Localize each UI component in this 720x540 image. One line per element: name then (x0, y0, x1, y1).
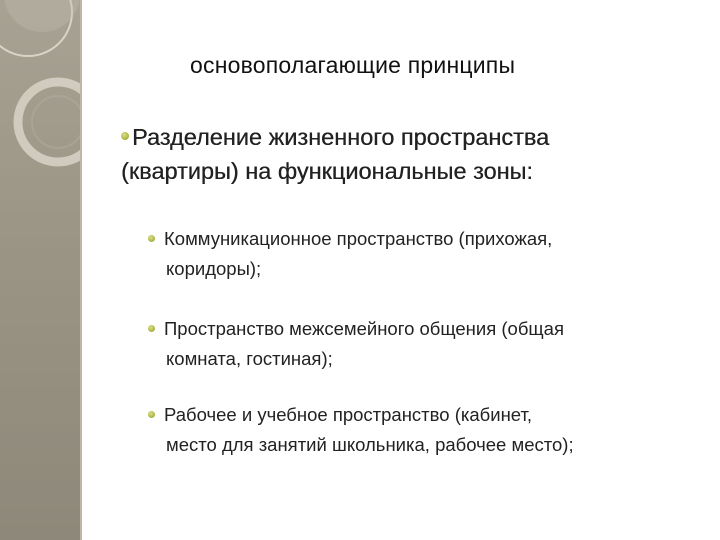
main-bullet-line2: (квартиры) на функциональные зоны: (121, 158, 533, 184)
sub-bullet-line1: Пространство межсемейного общения (общая (164, 318, 564, 339)
slide-title: основополагающие принципы (190, 52, 516, 78)
sub-bullet-item (148, 400, 708, 460)
sub-bullet-line2: коридоры); (166, 258, 262, 279)
sub-bullet-item (148, 224, 708, 284)
bullet-dot-icon (148, 325, 155, 332)
sub-bullet-line1: Коммуникационное пространство (прихожая, (164, 228, 553, 249)
sub-bullet-item (148, 314, 708, 374)
sub-bullet-line1: Рабочее и учебное пространство (кабинет, (164, 404, 533, 425)
main-bullet-item (121, 120, 701, 188)
sub-bullet-line2: место для занятий школьника, рабочее место); (166, 434, 574, 455)
main-bullet-line1: Разделение жизненного пространства (132, 124, 550, 150)
sub-bullet-line2: комната, гостиная); (166, 348, 333, 369)
bullet-dot-icon (148, 411, 155, 418)
decorative-circles-graphic (0, 0, 80, 540)
bullet-dot-icon (121, 132, 129, 140)
side-panel-edge (80, 0, 82, 540)
decorative-side-panel (0, 0, 80, 540)
bullet-dot-icon (148, 235, 155, 242)
